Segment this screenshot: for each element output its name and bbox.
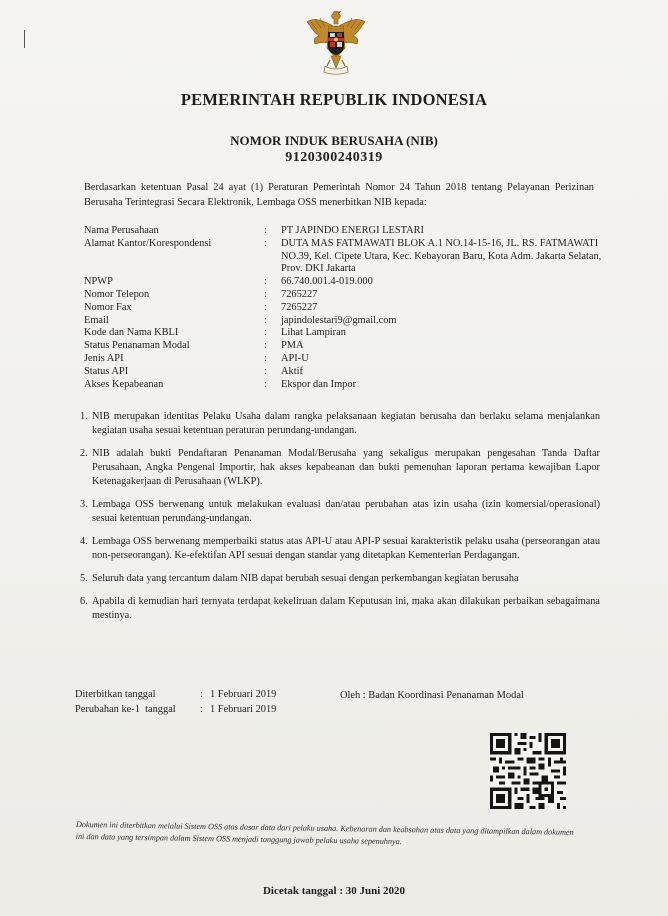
- provision-item: [80, 447, 600, 489]
- field-email: Email : japindolestari9@gmail.com: [84, 315, 604, 328]
- field-address: Alamat Kantor/Korespondensi : DUTA MAS FATMAWATI BLOK A.1 NO.14-15-16, JL. RS. FATMAWATI NO.39, Kel. Cipete Utara, Kec. Kebayoran Baru, Kota Adm. Jakarta Selatan, Prov. DKI Jakarta: [84, 238, 604, 276]
- field-value: DUTA MAS FATMAWATI BLOK A.1 NO.14-15-16, JL. RS. FATMAWATI NO.39, Kel. Cipete Utara, Kec. Kebayoran Baru, Kota Adm. Jakarta Selatan, Prov. DKI Jakarta: [281, 237, 602, 275]
- field-value: PT JAPINDO ENERGI LESTARI: [281, 225, 425, 236]
- provision-text: Lembaga OSS berwenang memperbaiki status atas API-U atau API-P sesuai karakteristik pelaku usaha (perseorangan atau non-perseorangan). Ke-efektifan API sesuai dengan standar yang ditetapkan Kementerian Perdagangan.: [92, 536, 600, 561]
- field-value: Ekspor dan Impor: [281, 378, 357, 390]
- field-value: Aktif: [281, 365, 303, 377]
- field-kbli: Kode dan Nama KBLI : Lihat Lampiran: [84, 327, 604, 340]
- field-value: PMA: [281, 340, 304, 352]
- field-fax: Nomor Fax : 7265227: [84, 302, 604, 315]
- provision-number: 5.: [80, 573, 88, 584]
- provision-number: 2.: [80, 448, 88, 459]
- field-npwp: NPWP : 66.740.001.4-019.000: [84, 276, 604, 289]
- field-label: Nomor Fax: [84, 301, 132, 313]
- field-label: Alamat Kantor/Korespondensi: [84, 237, 212, 249]
- field-value: Lihat Lampiran: [281, 327, 346, 339]
- provision-number: 3.: [80, 499, 88, 510]
- provision-item: [80, 595, 600, 623]
- change-date: 1 Februari 2019: [210, 703, 277, 715]
- provision-text: Apabila di kemudian hari ternyata terdapat kekeliruan dalam Keputusan ini, maka akan dilakukan perbaikan sebagaimana mestinya.: [92, 596, 600, 621]
- issued-label: Diterbitkan tanggal: [75, 689, 156, 700]
- field-api-type: Jenis API : API-U: [84, 353, 604, 366]
- provision-item: [80, 410, 600, 438]
- provision-text: Lembaga OSS berwenang untuk melakukan evaluasi dan/atau perubahan atas izin usaha (izin komersial/operasional) sesuai ketentuan perundang-undangan.: [92, 499, 600, 524]
- field-api-status: Status API : Aktif: [84, 366, 604, 379]
- field-label: Status API: [84, 365, 129, 377]
- provision-text: NIB merupakan identitas Pelaku Usaha dalam rangka pelaksanaan kegiatan berusaha dan berlaku selama menjalankan kegiatan usaha sesuai ketentuan peraturan perundang-undangan.: [92, 411, 600, 436]
- company-details: [84, 225, 604, 391]
- government-title: PEMERINTAH REPUBLIK INDONESIA: [180, 90, 488, 109]
- field-label: Nomor Telepon: [84, 288, 150, 300]
- field-label: NPWP: [84, 276, 113, 288]
- change-label: Perubahan ke-1 tanggal: [75, 703, 176, 715]
- issuer: Oleh : Badan Koordinasi Penanaman Modal: [340, 690, 524, 701]
- field-label: Akses Kepabeanan: [84, 378, 164, 390]
- document-title: NOMOR INDUK BERUSAHA (NIB): [230, 133, 438, 148]
- field-label: Jenis API: [84, 352, 124, 364]
- field-label: Nama Perusahaan: [84, 225, 159, 236]
- provision-item: [80, 498, 600, 526]
- disclaimer: Dokumen ini diterbitkan melalui Sistem OSS atas dasar data dari pelaku usaha. Kebenaran dan keabsahan atas data yang ditampilkan dalam dokumen ini dan data yang tersimpan dalam Sistem OSS menjadi tanggung jawab pelaku usaha sepenuhnya.: [75, 819, 574, 847]
- field-customs-access: Akses Kepabeanan : Ekspor dan Impor: [84, 379, 604, 392]
- nib-number: 9120300240319: [285, 150, 383, 165]
- intro-paragraph: Berdasarkan ketentuan Pasal 24 ayat (1) Peraturan Pemerintah Nomor 24 Tahun 2018 tentang Pelayanan Perizinan Berusaha Terintegrasi Secara Elektronik, Lembaga OSS menerbitkan NIB kepada:: [84, 182, 594, 208]
- field-label: Email: [84, 314, 109, 326]
- field-label: Status Penanaman Modal: [84, 340, 190, 352]
- field-label: Kode dan Nama KBLI: [84, 327, 179, 339]
- field-phone: Nomor Telepon : 7265227: [84, 289, 604, 302]
- field-value: 7265227: [281, 288, 318, 300]
- provision-text: Seluruh data yang tercantum dalam NIB dapat berubah sesuai dengan perkembangan kegiatan berusaha: [92, 573, 519, 584]
- field-value: japindolestari9@gmail.com: [281, 314, 397, 326]
- field-value: 66.740.001.4-019.000: [281, 276, 373, 288]
- field-value: 7265227: [281, 301, 318, 313]
- garuda-emblem-icon: [303, 8, 369, 84]
- provisions-list: [80, 410, 600, 623]
- provision-text: NIB adalah bukti Pendaftaran Penanaman Modal/Berusaha yang sekaligus merupakan pengesahan Tanda Daftar Perusahaan, Angka Pengenal Importir, hak akses kepabeanan dan bukti pemenuhan laporan pertama kewajiban Lapor Ketenagakerjaan di Perusahaan (WLKP).: [92, 448, 600, 487]
- field-value: API-U: [281, 352, 309, 364]
- provision-number: 4.: [80, 536, 88, 547]
- issued-date: 1 Februari 2019: [210, 689, 277, 700]
- provision-number: 6.: [80, 596, 88, 607]
- issuance-dates: Diterbitkan tanggal : 1 Februari 2019 Perubahan ke-1 tanggal : 1 Februari 2019: [75, 688, 276, 717]
- field-investment-status: Status Penanaman Modal : PMA: [84, 340, 604, 353]
- provision-item: [80, 535, 600, 563]
- qr-code-icon: [490, 733, 566, 809]
- edge-mark: [24, 30, 25, 48]
- printed-date: Dicetak tanggal : 30 Juni 2020: [262, 885, 406, 897]
- provision-item: [80, 572, 600, 586]
- field-company-name: Nama Perusahaan : PT JAPINDO ENERGI LESTARI: [84, 225, 604, 238]
- provision-number: 1.: [80, 411, 88, 422]
